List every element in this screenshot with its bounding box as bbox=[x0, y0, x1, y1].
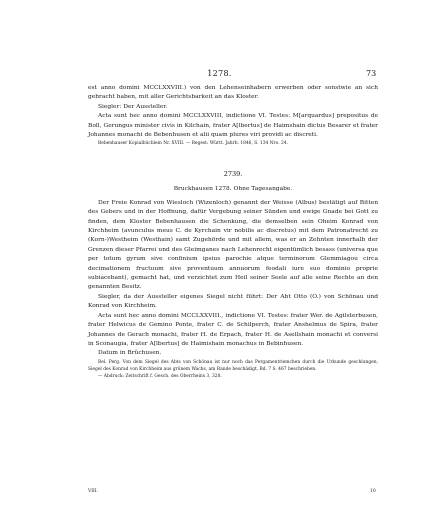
sealer-line: Siegler: Der Aussteller. bbox=[98, 103, 168, 110]
page-number: 73 bbox=[366, 69, 377, 78]
entry-number: 2739. bbox=[223, 170, 243, 178]
section-continuation bbox=[88, 84, 378, 147]
entry-note: Bel. Perg. Von dem Siegel des Abts von Schönau ist nur noch das Pergamentriemchen durch die Urkunde geschlungen, Siegel des Konrad von Kirchheim aus grünem Wachs, am Rande beschädigt, Bd. 7 S. 467 beschrieben. bbox=[88, 359, 378, 372]
entry-summary: Der Freie Konrad von Wiesloch (Wizenloch) genannt der Weisse (Albus) bestätigt auf Bitten des Gebers und in der Hoffnung, dafür Vergebung seiner Sünden und ewige Gnade bei Gott zu finden, dem Kloster Bebenhausen die Schenkung, die demselben sein Oheim Konrad von Kirchheim (avunculus meus C. de Kyrchain vir nobilis ac discretus) mit dem Patronatrecht zu (Korn-)Westheim (Westhain) samt Zugehörde und mit allem, was er an Zehnten innerhalb der Grenzen dieser Pfarrei und des Gleimganes nach Lehenrecht eigentümlich besass (universa que per totum gyrum sive confinium ipsius parochie atque terminorum Glemmiagou circa decimationem fructuum sive proventuum annuorum feodali iure suo dominio proprie subiacebant), gemacht hat, und verzichtet zum Heil seiner Seele auf alle seine Rechte an den genannten Besitz. bbox=[88, 199, 378, 291]
source-note: Bebenhauser Kopialbüchlein Nr. XVIII. — Regest: Württ. Jahrb. 1846, S. 134 Nro. 24. bbox=[98, 141, 288, 147]
acta-paragraph: Acta sunt hec anno domini MCCLXXVIII, indictione VI. Testes: M[arquardus] prepositus de Boll, Gerungus minister civis in Kilchain, frater A[lbertus] de Haimshain dictus Besarer et frater Johannes monachi de Bebenhusen et alii quam plures viri providi ac discreti. bbox=[88, 113, 378, 139]
entry-datum: Datum in Brûchusen. bbox=[98, 350, 162, 357]
entry-sealer: Siegler, da der Aussteller eigenes Siegel nicht führt: Der Abt Otto (O.) von Schönau und Konrad von Kirchheim. bbox=[88, 293, 378, 310]
running-header-year: 1278. bbox=[207, 69, 232, 78]
entry-acta: Acta sunt hec anno domini MCCLXXVIII., indictione VI. Testes: frater Wer. de Agilsterbusen, frater Helwicus de Gemino Ponte, frater C. de Schilperch, frater Anshelmus de Spira, frater Johannes de Gerach monachi, frater H. de Erpach, frater H. de Asellshain monachi et conversi in Sconaugia, frater A[lbertus] de Haimishain monachus in Bebinhusen. bbox=[88, 312, 378, 347]
continuation-text: est anno domini MCCLXXVIII.) von den Lehenseinhabern erwerben oder sonstwie an sich gebracht haben, mit aller Gerichtsbarkeit an das Kloster. bbox=[88, 85, 378, 101]
entry-print-note: — Abdruck: Zeitschrift f. Gesch. des Oberrheins 3, 328. bbox=[98, 373, 222, 379]
entry-place-date: Bruckhausen 1278. Ohne Tagesangabe. bbox=[173, 186, 293, 193]
footer-signature: VIII. bbox=[88, 489, 99, 494]
footer-sheet-number: 10 bbox=[370, 489, 376, 494]
document-entry-2739 bbox=[88, 170, 378, 380]
